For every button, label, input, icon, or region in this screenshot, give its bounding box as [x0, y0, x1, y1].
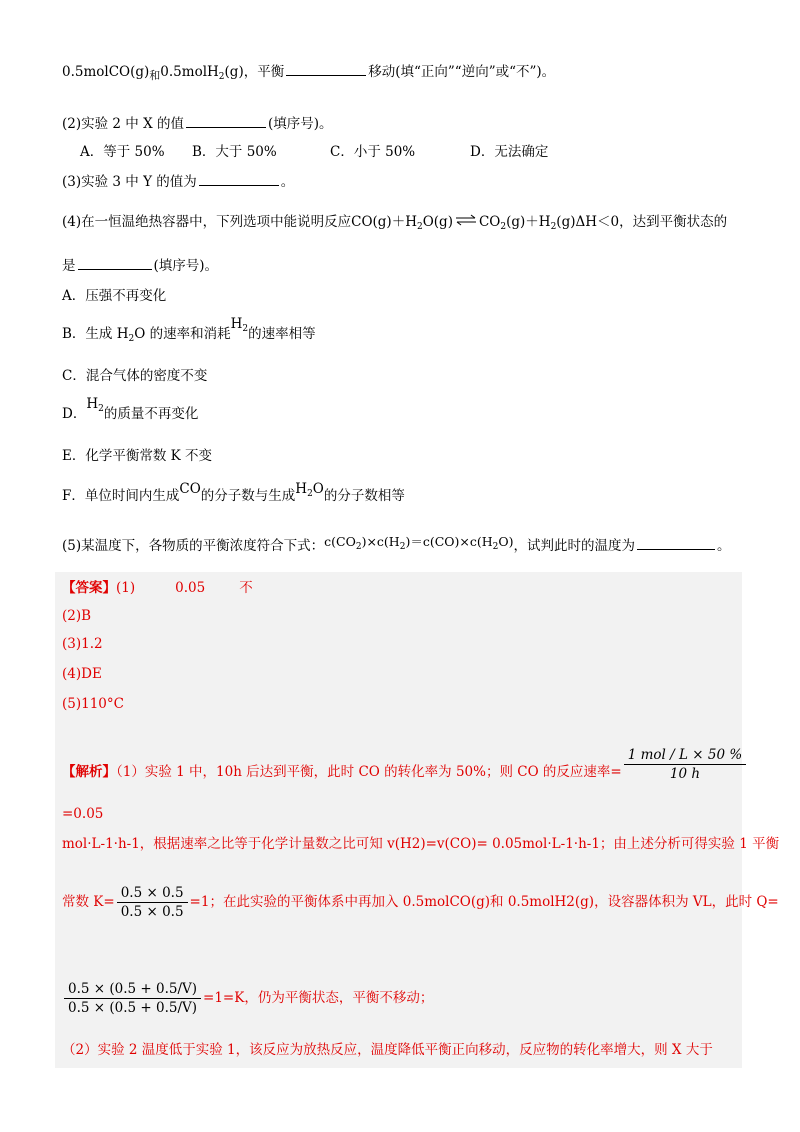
option-a: A．等于 50% — [80, 144, 165, 160]
text: F．单位时间内生成 — [62, 488, 180, 504]
text: (2)实验 2 中 X 的值 — [62, 116, 184, 132]
text: 不 — [239, 580, 253, 596]
equation: CO — [478, 214, 501, 230]
text: D． — [62, 406, 87, 422]
fraction-numerator: 0.5 × 0.5 — [117, 884, 188, 903]
equilibrium-arrow-icon — [455, 213, 477, 233]
text: (1) — [116, 580, 136, 596]
answer-blank[interactable] — [78, 256, 152, 270]
text: (g) — [224, 64, 244, 80]
answer-line-2: (2)B — [62, 608, 92, 624]
fraction-denominator: 0.5 × (0.5 + 0.5/V) — [68, 1000, 198, 1016]
analysis-line-1 — [62, 747, 748, 791]
analysis-line-2: =0.05 — [62, 806, 104, 822]
analysis-label: 【解析】 — [62, 764, 116, 780]
text: =1；在此实验的平衡体系中再加入 0.5molCO(g)和 0.5molH2(g)，设容器体积为 VL，此时 Q= — [189, 894, 779, 910]
fraction — [64, 980, 201, 1017]
text: E．化学平衡常数 K 不变 — [62, 448, 213, 464]
q4-stem-line2 — [62, 256, 218, 276]
formula: c(CO — [324, 534, 356, 549]
text: 0.5molCO(g) — [62, 64, 150, 80]
formula: )＝c(CO)×c(H — [405, 534, 493, 549]
text: O 的速率和消耗 — [134, 326, 231, 342]
text: O — [312, 481, 324, 497]
text: B．生成 H — [62, 326, 129, 342]
analysis-line-5 — [62, 980, 433, 1017]
text: ，试判此时的温度为 — [513, 538, 635, 554]
text: （1）实验 1 中，10h 后达到平衡，此时 CO 的转化率为 50%；则 CO 的反应速率= — [116, 764, 622, 780]
analysis-line-3: mol·L-1·h-1，根据速率之比等于化学计量数之比可知 v(H2)=v(CO)= 0.05mol·L-1·h-1；由上述分析可得实验 1 平衡 — [62, 836, 780, 852]
analysis-line-6: （2）实验 2 温度低于实验 1，该反应为放热反应，温度降低平衡正向移动，反应物的转化率增大，则 X 大于 — [62, 1042, 713, 1058]
answer-blank[interactable] — [186, 114, 266, 128]
text: 的质量不再变化 — [103, 406, 199, 422]
text: A．压强不再变化 — [62, 288, 167, 304]
fraction-denominator: 10 h — [669, 766, 701, 782]
q4-option-b — [62, 316, 316, 349]
text: (4)在一恒温绝热容器中，下列选项中能说明反应 — [62, 214, 352, 230]
answer-blank[interactable] — [637, 536, 715, 550]
answer-line-5: (5)110°C — [62, 696, 124, 712]
option-d: D．无法确定 — [470, 144, 549, 160]
subscript: 2 — [98, 404, 104, 414]
text: 0.5molH — [160, 64, 219, 80]
text: H — [230, 316, 243, 332]
text: (3)实验 3 中 Y 的值为 — [62, 174, 197, 190]
formula: O) — [498, 534, 514, 549]
text: 移动(填“正向”“逆向”或“不”)。 — [368, 64, 556, 80]
q4-option-d — [62, 396, 199, 429]
q4-option-c — [62, 366, 207, 386]
option-c: C．小于 50% — [330, 144, 416, 160]
subscript: 2 — [355, 542, 362, 552]
answer-line-4: (4)DE — [62, 666, 102, 682]
subscript: 2 — [218, 72, 225, 82]
subscript: 2 — [416, 222, 423, 232]
q5-stem — [62, 536, 731, 561]
text: 的分子数与生成 — [200, 488, 296, 504]
text: ，达到平衡状态的 — [619, 214, 728, 230]
text: (填序号)。 — [268, 116, 333, 132]
text: 和 — [149, 69, 161, 82]
text: C．混合气体的密度不变 — [62, 368, 208, 384]
text: 0.05 — [175, 580, 206, 596]
fraction-numerator: 1 mol / L × 50 % — [624, 746, 746, 765]
q4-stem — [62, 212, 727, 237]
text: 的分子数相等 — [323, 488, 405, 504]
equation: (g)＋H — [506, 214, 551, 230]
q4-option-f — [62, 481, 405, 511]
answer-blank[interactable] — [199, 172, 279, 186]
subscript: 2 — [550, 222, 557, 232]
analysis-line-4 — [62, 884, 779, 921]
equation: O(g) — [422, 214, 453, 230]
subscript: 2 — [399, 542, 406, 552]
answer-line-1 — [62, 578, 253, 598]
subscript: 2 — [500, 222, 507, 232]
text: =1=K，仍为平衡状态，平衡不移动； — [203, 990, 434, 1006]
text: 是 — [62, 258, 76, 274]
answer-label: 【答案】 — [62, 580, 116, 596]
text: 。 — [717, 538, 731, 554]
q3-stem — [62, 172, 294, 192]
fraction — [624, 746, 746, 783]
text: (5)某温度下，各物质的平衡浓度符合下式： — [62, 538, 325, 554]
q4-option-a — [62, 286, 166, 306]
subscript: 2 — [307, 489, 313, 499]
fraction-numerator: 0.5 × (0.5 + 0.5/V) — [64, 980, 201, 999]
text: CO — [179, 481, 201, 497]
answer-blank[interactable] — [286, 62, 366, 76]
text: H — [86, 396, 99, 412]
text: 的速率相等 — [248, 326, 316, 342]
subscript: 2 — [242, 324, 249, 334]
fraction — [117, 884, 188, 921]
q4-option-e — [62, 446, 212, 466]
text: ，平衡 — [243, 64, 285, 80]
answer-line-3: (3)1.2 — [62, 636, 103, 652]
subscript: 2 — [492, 542, 499, 552]
q2-stem — [62, 114, 333, 134]
subscript: 2 — [128, 334, 135, 344]
q2-options — [80, 142, 548, 162]
text: (填序号)。 — [153, 258, 219, 274]
q1-tail-line — [62, 62, 555, 87]
equation: CO(g)＋H — [351, 214, 417, 230]
text: 常数 K= — [62, 894, 115, 910]
text: H — [295, 481, 308, 497]
equation: (g)ΔH＜0 — [556, 214, 620, 230]
text: 。 — [280, 174, 295, 190]
fraction-denominator: 0.5 × 0.5 — [120, 904, 184, 920]
formula: )×c(H — [361, 534, 400, 549]
option-b: B．大于 50% — [192, 144, 277, 160]
